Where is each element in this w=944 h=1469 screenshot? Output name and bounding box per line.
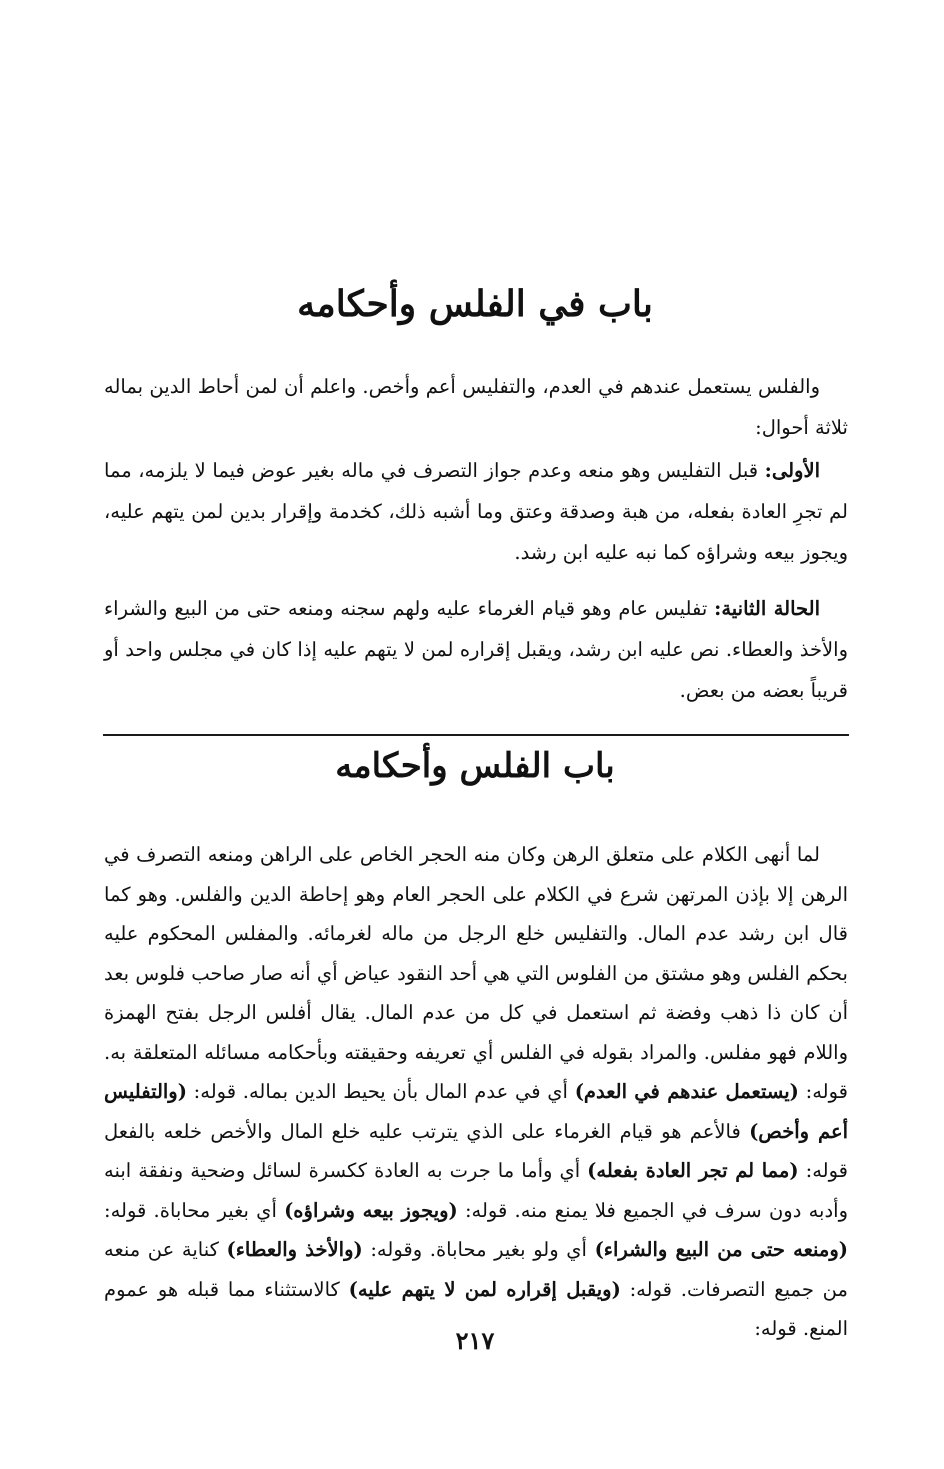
intro-text: والفلس يستعمل عندهم في العدم، والتفليس أعم وأخص. واعلم أن لمن أحاط الدين بماله ثلاثة أحوال: [104, 375, 848, 439]
second-state-paragraph [104, 588, 848, 711]
first-state-label: الأولى: [764, 459, 820, 482]
commentary-text: كالاستثناء مما قبله هو عموم المنع. قوله: [104, 1277, 848, 1340]
page-number: ٢١٧ [455, 1326, 495, 1355]
commentary-paragraph [104, 835, 848, 1349]
commentary-text: أي في عدم المال بأن يحيط الدين بماله. قوله: [186, 1080, 575, 1103]
commentary-text: أي بغير محاباة. قوله: [104, 1198, 285, 1222]
intro-paragraph [104, 366, 848, 448]
main-chapter-heading: باب في الفلس وأحكامه [297, 283, 653, 325]
quoted-phrase: (ويجوز بيعه وشراؤه) [284, 1198, 458, 1222]
commentary-text: أي ولو بغير محاباة. وقوله: [362, 1238, 595, 1261]
first-state-text: قبل التفليس وهو منعه وعدم جواز التصرف في ماله بغير عوض فيما لا يلزمه، مما لم تجرِ العادة بفعله، من هبة وصدقة وعتق وما أشبه ذلك، كخدمة وإقرار بدين لمن يتهم عليه، ويجوز بيعه وشراؤه كما نبه عليه ابن رشد. [104, 459, 848, 564]
quoted-phrase: (ومنعه حتى من البيع والشراء) [594, 1238, 848, 1261]
quoted-phrase: (يستعمل عندهم في العدم) [574, 1080, 799, 1103]
commentary-heading: باب الفلس وأحكامه [335, 746, 615, 786]
commentary-text: أي وأما ما جرت به العادة ككسرة لسائل وضحية ونفقة ابنه وأدبه دون سرف في الجميع فلا يمنع منه. قوله: [104, 1159, 848, 1222]
first-state-paragraph [104, 450, 848, 573]
commentary-text: فالأعم هو قيام الغرماء على الذي يترتب عليه خلع المال والأخص خلعه بالفعل قوله: [104, 1119, 848, 1182]
quoted-phrase: (والأخذ والعطاء) [226, 1238, 363, 1261]
quoted-phrase: (والتفليس أعم وأخص) [104, 1080, 849, 1143]
section-divider [103, 734, 849, 736]
second-state-text: تفليس عام وهو قيام الغرماء عليه ولهم سجنه ومنعه حتى من البيع والشراء والأخذ والعطاء. نص عليه ابن رشد، ويقبل إقراره لمن لا يتهم عليه إذا كان في مجلس واحد أو قريباً بعضه من بعض. [104, 597, 848, 702]
second-state-label: الحالة الثانية: [714, 597, 820, 620]
commentary-text: لما أنهى الكلام على متعلق الرهن وكان منه الحجر الخاص على الراهن ومنعه التصرف في الرهن إلا بإذن المرتهن شرع في الكلام على الحجر العام وهو إحاطة الدين والفلس. وهو كما قال ابن رشد عدم المال. والتفليس خلع الرجل من ماله لغرمائه. والمفلس المحكوم عليه بحكم الفلس وهو مشتق من الفلوس التي هي أحد النقود عياض أي أنه صار صاحب فلوس بعد أن كان ذا ذهب وفضة ثم استعمل في كل من عدم المال. يقال أفلس الرجل بفتح الهمزة واللام فهو مفلس. والمراد بقوله في الفلس أي تعريفه وحقيقته وبأحكامه مسائله المتعلقة به. قوله: [104, 843, 848, 1103]
commentary-text: كناية عن منعه من جميع التصرفات. قوله: [104, 1238, 848, 1301]
quoted-phrase: (ويقبل إقراره لمن لا يتهم عليه) [348, 1277, 621, 1301]
quoted-phrase: (مما لم تجر العادة بفعله) [587, 1159, 799, 1182]
